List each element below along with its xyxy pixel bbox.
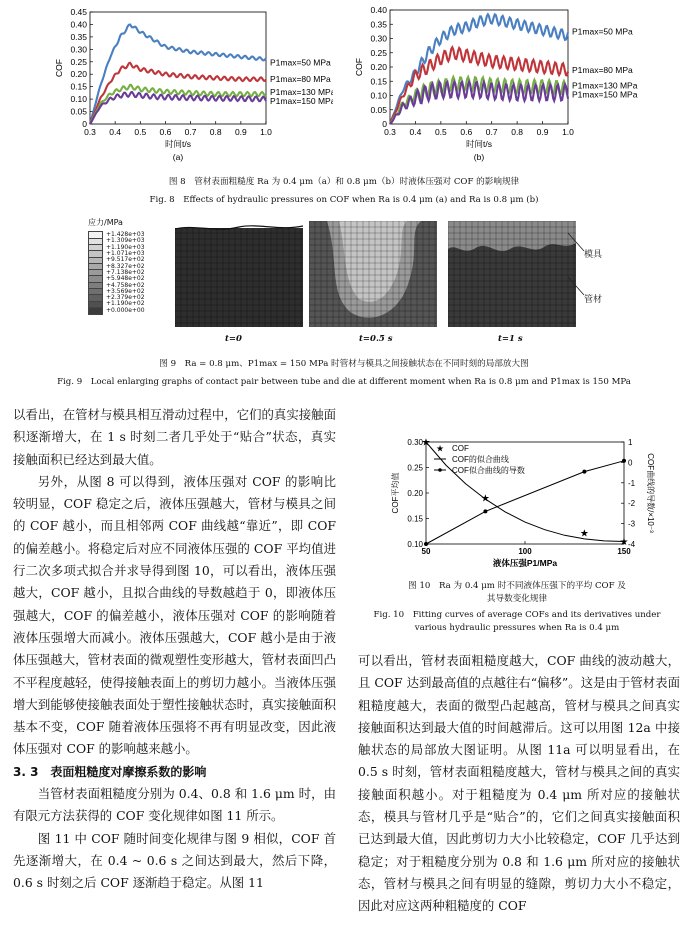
x-tick-label: 0.5 xyxy=(134,127,147,137)
fig8a-svg xyxy=(48,8,333,170)
y-tick-label: 0.25 xyxy=(370,47,387,58)
y-tick-label: 0.45 xyxy=(70,8,87,17)
stress-legend-value: +3.569e+02 xyxy=(106,287,145,295)
derivative-point xyxy=(483,509,487,513)
left-paragraph-4: 图 11 中 COF 随时间变化规律与图 9 相似，COF 首先逐渐增大，在 0.4 ~ 0.6 s 之间达到最大，然后下降，0.6 s 时刻之后 COF 逐渐趋于稳定。从图 11 xyxy=(13,830,336,891)
fem-panel-t1 xyxy=(448,221,576,327)
y-tick-label: 0.30 xyxy=(407,438,423,447)
fig8b-chart xyxy=(348,4,648,168)
y-tick-label: 0.25 xyxy=(70,56,87,67)
right-column xyxy=(358,650,680,918)
x-axis-title: 时间t/s xyxy=(165,139,191,149)
y-tick-label: 0.05 xyxy=(70,106,87,117)
y-tick-label: 0 xyxy=(382,119,387,129)
y-right-tick-label: -2 xyxy=(628,499,636,509)
y-tick-label: 0.10 xyxy=(70,94,87,105)
left-paragraph-1: 以看出，在管材与模具相互滑动过程中，它们的真实接触面积逐渐增大，在 1 s 时刻二者几乎处于“贴合”状态，真实接触面积已经达到最大值。 xyxy=(13,407,336,467)
series-label-1: P1max=80 MPa xyxy=(572,64,633,75)
fem-panel-t0 xyxy=(175,221,303,327)
stress-legend-value: +9.517e+02 xyxy=(106,256,145,264)
panel-label: (b) xyxy=(473,152,485,162)
series-line-3 xyxy=(90,92,266,124)
fig10-caption-en-2: various hydraulic pressures when Ra is 0.4 μm xyxy=(414,623,620,633)
legend-marker-star: ★ xyxy=(435,443,445,454)
legend-label-derivative: COF似合曲线的导数 xyxy=(452,466,525,475)
stress-legend-value: +1.190e+02 xyxy=(106,300,145,308)
left-paragraph-3: 当管材表面粗糙度分别为 0.4、0.8 和 1.6 μm 时，由有限元方法获得的 COF 变化规律如图 11 所示。 xyxy=(13,786,336,824)
y-tick-label: 0.25 xyxy=(407,463,423,473)
left-column xyxy=(13,404,336,895)
x-tick-label: 1.0 xyxy=(260,127,272,137)
series-line-2 xyxy=(90,85,266,124)
label-t05: t=0.5 s xyxy=(359,334,393,344)
y-right-tick-label: 1 xyxy=(628,438,633,447)
left-paragraph-2: 另外，从图 8 可以得到，液体压强对 COF 的影响比较明显，COF 稳定之后，液体压强越大，管材与模具之间的 COF 越小，而且相邻两 COF 曲线越“靠近”，即 COF 的偏差越小。将稳定后对应不同液体压强的 COF 平均值进行二次多项式拟合并求导得到图 10，可以看出，液体压强越大，COF 越小，且拟合曲线的导数越趋于 0，即液体压强越大，COF 的偏差越小，液体压强对 COF 的影响随着液体压强增大而减小。液体压强越大，COF 越小是由于液体压强越大，管材表面的微观塑性变形越大，管材表面凹凸不平程度越轻，使得接触表面上的剪切力越小。当液体压强增大到能够使接触表面处于塑性接触状态时，真实接触面积基本不变，COF 随着液体压强将不再有明显改变，因此液体压强对 COF 的影响越来越小。 xyxy=(13,473,336,757)
y-tick-label: 0.35 xyxy=(70,31,87,42)
legend-label-fit: COF的似合曲线 xyxy=(452,455,509,464)
stress-legend-value: +1.190e+03 xyxy=(106,243,145,251)
y-tick-label: 0.20 xyxy=(407,489,423,498)
y-right-axis-title: COF曲线的导数/×10⁻³ xyxy=(646,453,655,533)
x-tick-label: 1.0 xyxy=(562,127,574,137)
y-tick-label: 0.40 xyxy=(70,19,87,30)
x-tick-label: 0.3 xyxy=(384,127,396,137)
fig9-caption-cn: 图 9 Ra = 0.8 μm、P1max = 150 MPa 时管材与模具之间接触状态在不同时刻的局部放大图 xyxy=(159,359,529,369)
cof-point: ★ xyxy=(579,528,589,540)
x-tick-label: 0.8 xyxy=(209,127,222,137)
legend-marker-derivative-dot xyxy=(438,468,442,472)
y-right-tick-label: -3 xyxy=(628,519,636,529)
x-axis-title: 液体压强P1/MPa xyxy=(492,558,558,568)
x-tick-label: 0.8 xyxy=(511,127,524,137)
fig10-chart xyxy=(378,412,678,574)
y-axis-title: COF xyxy=(54,59,64,77)
x-axis-title: 时间t/s xyxy=(466,139,492,149)
x-tick-label: 0.9 xyxy=(234,127,247,137)
y-tick-label: 0.30 xyxy=(370,33,387,44)
fig8b-svg xyxy=(348,4,648,168)
fig8a-chart xyxy=(48,8,333,170)
stress-legend-value: +8.327e+02 xyxy=(106,262,145,270)
fig10-svg xyxy=(378,412,678,574)
series-label-2: P1max=130 MPa xyxy=(270,87,333,98)
y-tick-label: 0.35 xyxy=(370,19,387,30)
stress-legend-title: 应力/MPa xyxy=(88,218,123,227)
stress-legend-value: +2.379e+02 xyxy=(106,294,145,302)
stress-legend-value: +0.000e+00 xyxy=(106,306,145,314)
x-tick-label: 0.3 xyxy=(84,127,96,137)
fem-panel-t05 xyxy=(309,221,437,327)
y-right-tick-label: 0 xyxy=(628,458,633,468)
y-tick-label: 0.30 xyxy=(70,44,87,55)
y-tick-label: 0.10 xyxy=(370,90,387,101)
stress-legend-value: +5.948e+02 xyxy=(106,275,145,283)
fig9-figure xyxy=(84,213,604,351)
fig8-caption-cn: 图 8 管材表面粗糙度 Ra 为 0.4 μm（a）和 0.8 μm（b）时液体压强对 COF 的影响规律 xyxy=(168,177,520,187)
series-line-2 xyxy=(390,77,568,124)
y-tick-label: 0 xyxy=(82,119,87,129)
cof-point: ★ xyxy=(619,536,629,548)
y-right-tick-label: -1 xyxy=(628,478,636,488)
y-tick-label: 0.05 xyxy=(370,104,387,115)
x-tick-label: 50 xyxy=(421,547,431,556)
x-tick-label: 0.7 xyxy=(485,127,498,137)
x-tick-label: 150 xyxy=(617,547,631,556)
fig10-caption-cn-1: 图 10 Ra 为 0.4 μm 时不同液体压强下的平均 COF 及 xyxy=(408,581,626,591)
stress-legend-swatch xyxy=(88,307,103,315)
series-label-1: P1max=80 MPa xyxy=(270,74,331,85)
fig8-caption-en: Fig. 8 Effects of hydraulic pressures on COF when Ra is 0.4 μm (a) and Ra is 0.8 μm (b) xyxy=(149,195,539,205)
series-label-0: P1max=50 MPa xyxy=(270,57,331,68)
x-tick-label: 0.4 xyxy=(409,127,422,137)
label-t0: t=0 xyxy=(225,334,242,344)
y-tick-label: 0.10 xyxy=(407,540,423,549)
tube-label: 管材 xyxy=(584,295,603,305)
x-tick-label: 0.9 xyxy=(536,127,549,137)
derivative-point xyxy=(424,542,428,546)
cof-point: ★ xyxy=(480,493,490,505)
fig10-caption-en-1: Fig. 10 Fitting curves of average COFs and its derivatives under xyxy=(373,610,661,620)
series-label-3: P1max=150 MPa xyxy=(270,96,333,107)
x-tick-label: 0.6 xyxy=(460,127,473,137)
fig10-caption xyxy=(352,580,682,635)
stress-legend-value: +1.071e+03 xyxy=(106,250,145,258)
stress-legend xyxy=(88,217,168,314)
derivative-point xyxy=(622,459,626,463)
stress-legend-value: +7.138e+02 xyxy=(106,268,145,276)
fig9-leader-lines xyxy=(568,231,588,311)
cof-point: ★ xyxy=(421,437,431,449)
x-tick-label: 0.5 xyxy=(434,127,447,137)
fig9-caption-en: Fig. 9 Local enlarging graphs of contact pair between tube and die at different moment when Ra is 0.8 μm and P1max is 150 MPa xyxy=(57,377,631,387)
series-line-0 xyxy=(390,14,568,124)
legend-label-cof: COF xyxy=(452,444,469,453)
panel-label: (a) xyxy=(172,152,184,162)
series-label-0: P1max=50 MPa xyxy=(572,26,633,37)
x-tick-label: 100 xyxy=(518,547,532,556)
series-label-3: P1max=150 MPa xyxy=(572,89,638,100)
stress-legend-scale xyxy=(88,232,168,314)
stress-legend-value: +1.309e+03 xyxy=(106,237,145,245)
y-tick-label: 0.20 xyxy=(370,62,387,72)
die-label: 模具 xyxy=(584,250,603,260)
y-tick-label: 0.20 xyxy=(70,69,87,80)
section-heading: 3. 3 表面粗糙度对摩擦系数的影响 xyxy=(13,764,207,779)
y-tick-label: 0.40 xyxy=(370,5,387,15)
y-tick-label: 0.15 xyxy=(70,81,87,92)
stress-legend-value: +1.428e+03 xyxy=(106,231,145,239)
y-tick-label: 0.15 xyxy=(407,514,423,524)
y-right-tick-label: -4 xyxy=(628,540,636,549)
derivative-point xyxy=(582,470,586,474)
label-t1: t=1 s xyxy=(498,334,523,344)
plot-frame xyxy=(90,12,266,124)
x-tick-label: 0.7 xyxy=(184,127,197,137)
series-label-2: P1max=130 MPa xyxy=(572,80,638,91)
stress-legend-value: +4.758e+02 xyxy=(106,281,145,289)
y-tick-label: 0.15 xyxy=(370,76,387,87)
right-paragraph-1: 可以看出，管材表面粗糙度越大，COF 曲线的波动越大，且 COF 达到最高值的点越往右“偏移”。这是由于管材表面粗糙度越大，表面的微型凸起越高，管材与模具之间真实接触面积达到最大值的时间越滞后。这可以用图 12a 中接触状态的局部放大图证明。从图 11a 可以明显看出，在 0.5 s 时刻，管材表面粗糙度越大，管材与模具之间的真实接触面积越小。对于粗糙度为 0.4 μm 所对应的接触状态，模具与管材几乎是“贴合”的，它们之间真实接触面积已达到最大值，因此剪切力大小比较稳定，COF 几乎达到稳定；对于粗糙度分别为 0.8 和 1.6 μm 所对应的接触状态，管材与模具之间有明显的缝隙，剪切力大小不稳定，因此对应这两种粗糙度的 COF xyxy=(358,653,680,914)
x-tick-label: 0.4 xyxy=(109,127,122,137)
y-axis-title: COF xyxy=(354,58,364,76)
x-tick-label: 0.6 xyxy=(159,127,172,137)
fig10-caption-cn-2: 其导数变化规律 xyxy=(486,594,548,604)
y-axis-title: COF平均值 xyxy=(391,472,400,514)
stress-legend-row xyxy=(88,308,168,314)
